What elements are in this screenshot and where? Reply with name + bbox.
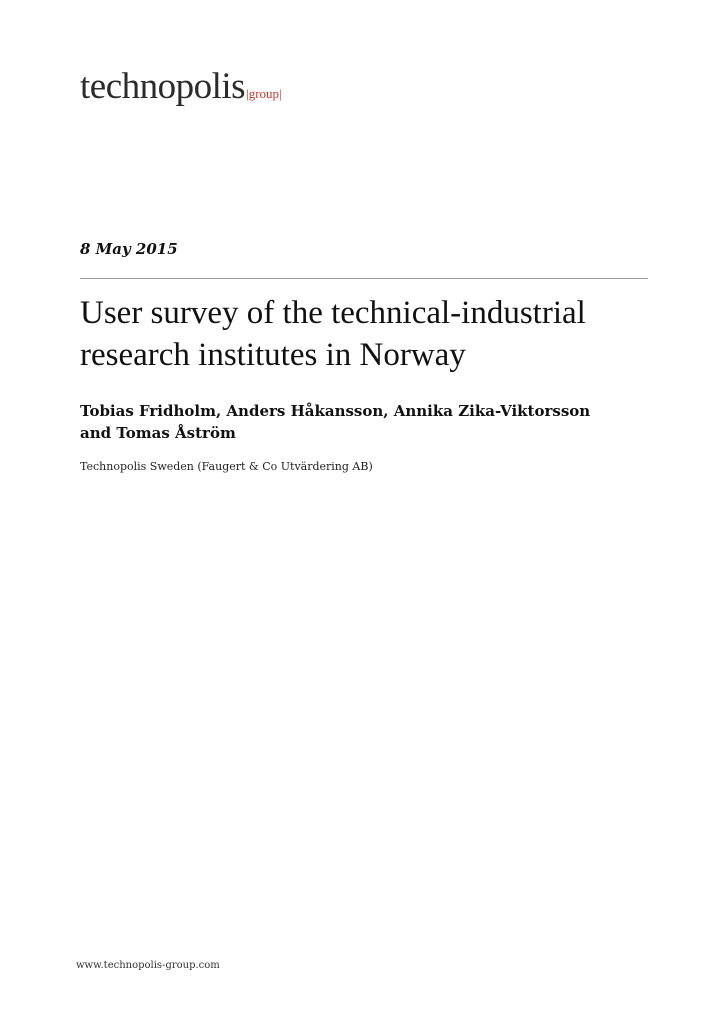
technopolis-logo — [80, 68, 282, 105]
report-title — [80, 292, 680, 376]
report-title-line-2: research institutes in Norway — [80, 337, 466, 373]
logo-wordmark: technopolis — [80, 66, 246, 107]
report-authors — [80, 400, 670, 444]
title-divider — [80, 278, 648, 279]
footer-website-link[interactable]: www.technopolis-group.com — [76, 960, 220, 971]
report-date: 8 May 2015 — [80, 240, 178, 258]
report-title-line-1: User survey of the technical-industrial — [80, 295, 586, 331]
authors-line-2: and Tomas Åström — [80, 424, 236, 442]
logo-group-tag: |group| — [246, 86, 282, 101]
author-organisation: Technopolis Sweden (Faugert & Co Utvärdering AB) — [80, 460, 373, 473]
authors-line-1: Tobias Fridholm, Anders Håkansson, Annika Zika-Viktorsson — [80, 402, 591, 420]
